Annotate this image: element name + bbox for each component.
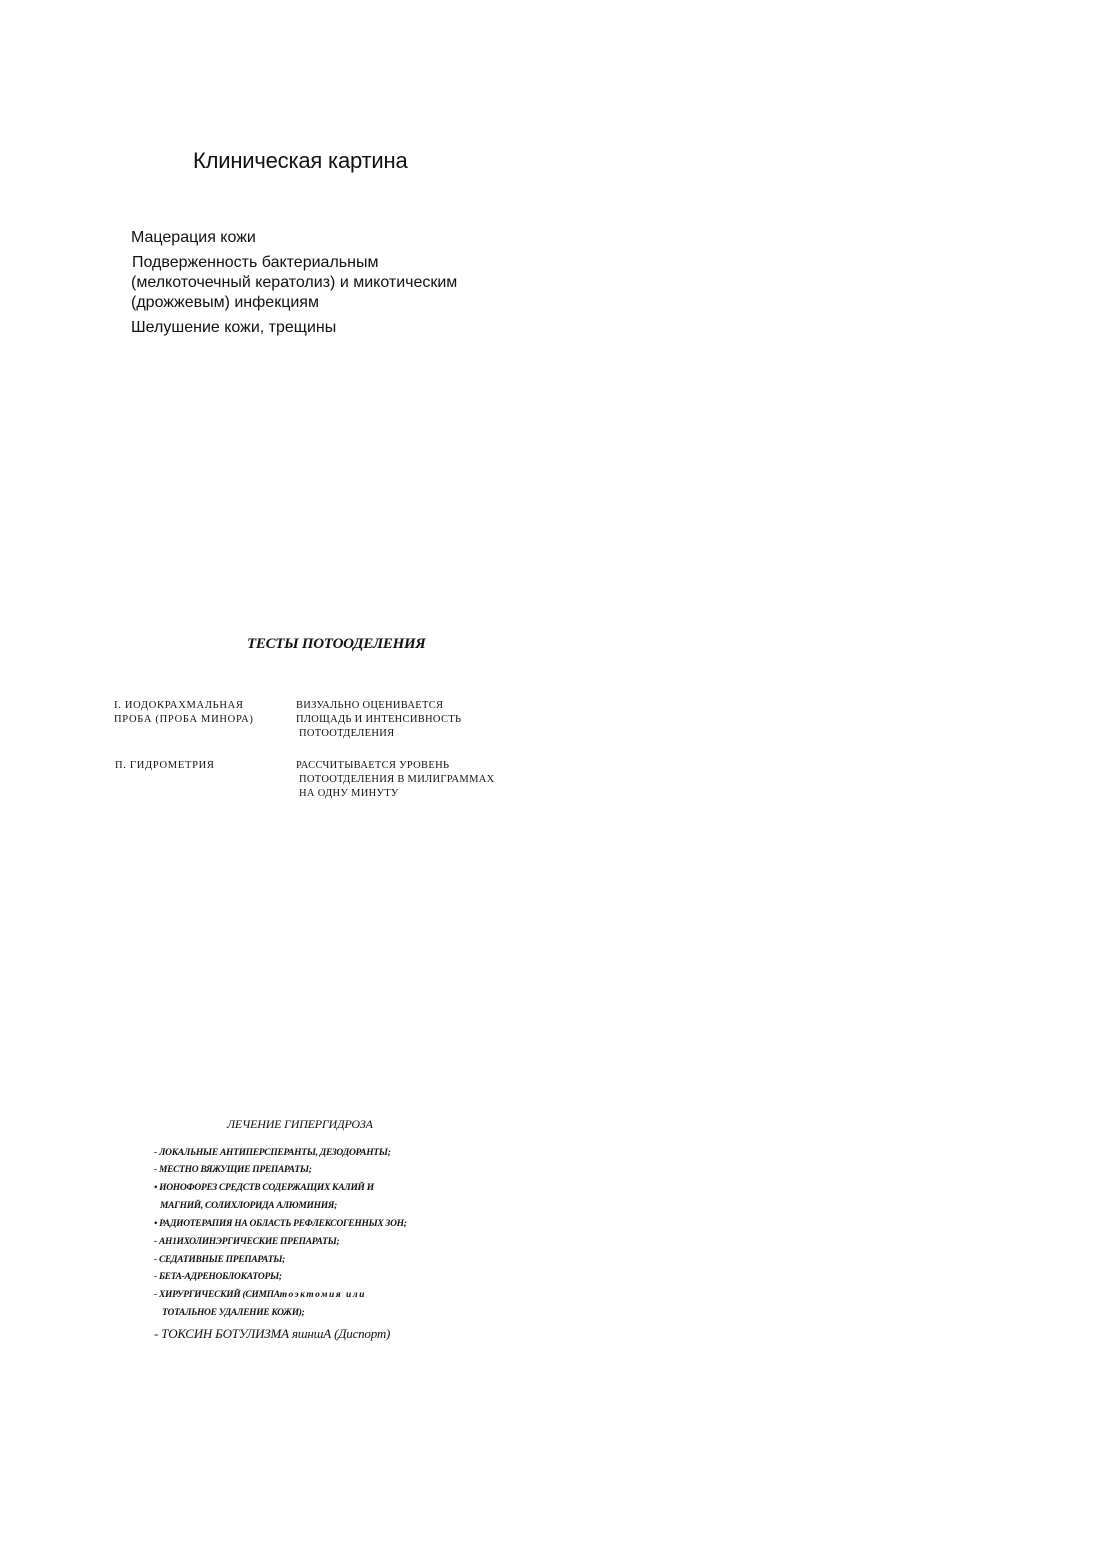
treatment-item: - СЕДАТИВНЫЕ ПРЕПАРАТЫ; (154, 1255, 285, 1265)
test-name-line: П. ГИДРОМЕТРИЯ (115, 760, 215, 771)
test-description-line: ПЛОЩАДЬ И ИНТЕНСИВНОСТЬ (296, 714, 462, 725)
treatment-item (154, 1290, 366, 1300)
clinical-line: Шелушение кожи, трещины (131, 319, 337, 336)
test-description-line: НА ОДНУ МИНУТУ (299, 788, 399, 799)
test-description-line: ПОТООТДЕЛЕНИЯ В МИЛИГРАММАХ (299, 774, 495, 785)
clinical-picture-title: Клиническая картина (193, 148, 408, 173)
clinical-line: (дрожжевым) инфекциям (131, 294, 319, 311)
treatment-item-part: - ХИРУРГИЧЕСКИЙ (СИМПА (154, 1290, 280, 1300)
treatment-item: - АН1ИХОЛИНЭРГИЧЕСКИЕ ПРЕПАРАТЫ; (154, 1237, 340, 1247)
test-description-line: ВИЗУАЛЬНО ОЦЕНИВАЕТСЯ (296, 700, 444, 711)
treatment-item-part: тоэктомия или (279, 1290, 366, 1300)
test-description-line: ПОТООТДЕЛЕНИЯ (299, 728, 395, 739)
treatment-title: ЛЕЧЕНИЕ ГИПЕРГИДРОЗА (227, 1117, 373, 1131)
clinical-line: (мелкоточечный кератолиз) и микотическим (131, 274, 458, 291)
treatment-item: МАГНИЙ, СОЛИХЛОРИДА АЛЮМИНИЯ; (160, 1201, 337, 1211)
treatment-item: - БЕТА-АДРЕНОБЛОКАТОРЫ; (154, 1272, 282, 1282)
treatment-item: • ИОНОФОРЕЗ СРЕДСТВ СОДЕРЖАЩИХ КАЛИЙ И (154, 1183, 374, 1193)
treatment-item: ТОТАЛЬНОЕ УДАЛЕНИЕ КОЖИ); (162, 1308, 305, 1318)
treatment-item: • РАДИОТЕРАПИЯ НА ОБЛАСТЬ РЕФЛЕКСОГЕННЫХ ЗОН; (154, 1219, 407, 1229)
test-name-line: ПРОБА (ПРОБА МИНОРА) (114, 714, 254, 725)
sweat-tests-title: ТЕСТЫ ПОТООДЕЛЕНИЯ (247, 636, 426, 652)
treatment-item: - МЕСТНО ВЯЖУЩИЕ ПРЕПАРАТЫ; (154, 1165, 312, 1175)
clinical-line: Мацерация кожи (131, 229, 256, 246)
clinical-line: Подверженность бактериальным (132, 254, 379, 271)
test-name-line: I. ИОДОКРАХМАЛЬНАЯ (114, 700, 244, 711)
treatment-item: - ТОКСИН БОТУЛИЗМА яшншА (Диспорт) (154, 1326, 391, 1341)
test-description-line: РАССЧИТЫВАЕТСЯ УРОВЕНЬ (296, 760, 450, 771)
treatment-item: - ЛОКАЛЬНЫЕ АНТИПЕРСПЕРАНТЫ, ДЕЗОДОРАНТЫ; (154, 1148, 391, 1158)
